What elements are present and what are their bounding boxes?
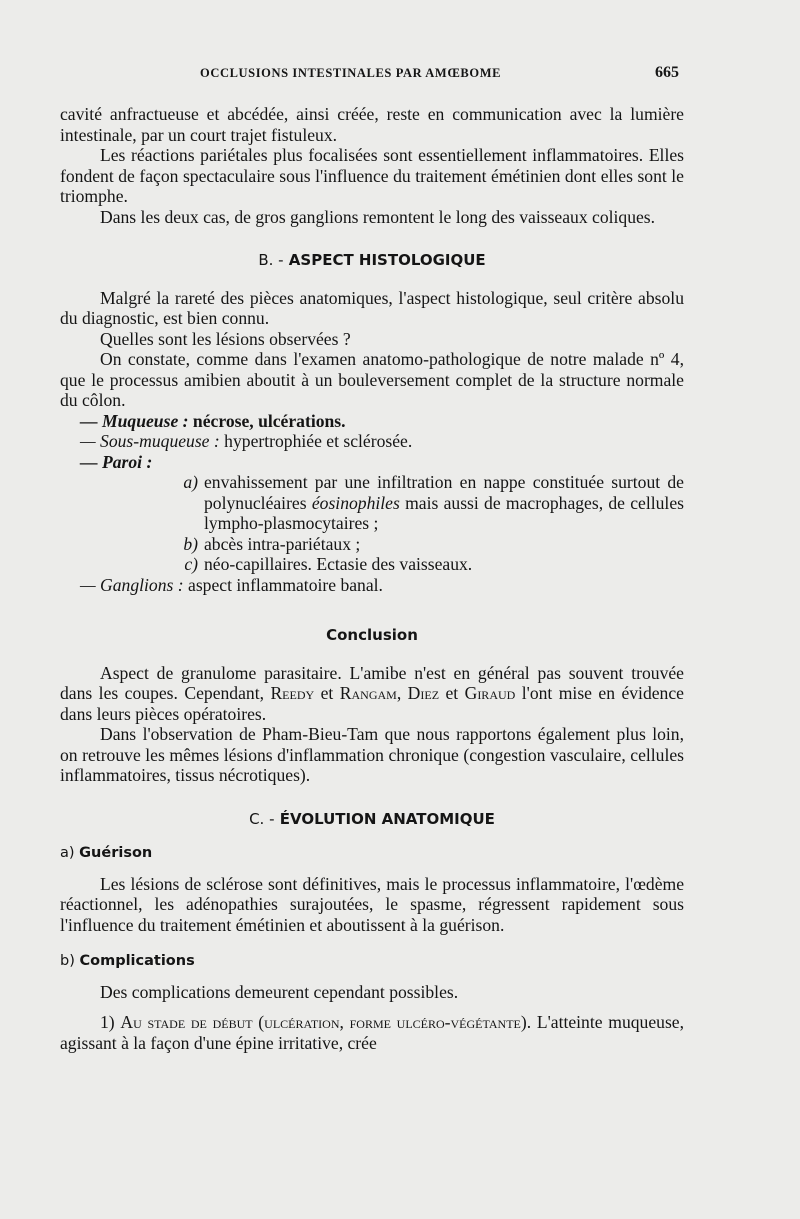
sublist-letter: b) [183,533,198,554]
sublist-item-c [170,554,684,575]
list-term: — Sous-muqueuse : [80,431,220,451]
paragraph: Dans les deux cas, de gros ganglions remontent le long des vaisseaux coliques. [100,206,656,227]
text-span: et [320,683,334,703]
text-span: l'ont mise en évidence dans leurs pièces opératoires. [60,683,684,724]
paroi-sublist [170,472,684,575]
paragraph: Les réactions pariétales plus focalisées sont essentiellement inflammatoires. Elles fondent de façon spectaculaire sous l'influence du traitement émétinien dont elles sont le triomphe. [60,145,684,206]
sublist-letter: a) [183,472,198,492]
subheading-title: Guérison [79,845,153,861]
section-label: C. - [249,809,275,828]
subheading-title: Complications [79,953,195,969]
emphasis: éosinophiles [311,492,400,513]
stage-title: Au stade de début (ulcération, forme ulcéro-végétante). [120,1012,532,1032]
list-desc: hypertrophiée et sclérosée. [224,431,413,451]
paragraph [60,663,684,725]
list-item-paroi [60,452,684,473]
page-number: 665 [655,64,679,81]
paragraph: Malgré la rareté des pièces anatomiques, l'aspect histologique, seul critère absolu du diagnostic, est bien connu. [60,287,684,328]
sublist-item-b [170,534,684,555]
subheading-complications [60,951,684,972]
sublist-letter: c) [184,554,198,574]
running-title: OCCLUSIONS INTESTINALES PAR AMŒBOME [200,66,502,80]
section-title: ASPECT HISTOLOGIQUE [288,251,486,269]
paragraph: Quelles sont les lésions observées ? [100,328,351,349]
author-name: Diez [407,683,440,703]
paragraph: Des complications demeurent cependant possibles. [100,981,459,1002]
author-name: Giraud [464,683,516,703]
subheading-guerison [60,843,684,864]
list-desc: aspect inflammatoire banal. [188,574,383,595]
text-span: mais aussi de macrophages, de cellules lympho-plasmocytaires ; [204,492,684,533]
list-item-sous-muqueuse [60,431,684,452]
conclusion-heading: Conclusion [326,626,418,644]
text-span: envahissement par une infiltration en nappe constituée surtout de polynucléaires [204,472,684,513]
author-name: Rangam, [339,683,402,703]
paragraph [60,1012,684,1053]
subheading-letter: b) [60,953,75,969]
paragraph: On constate, comme dans l'examen anatomo-pathologique de notre malade nº 4, que le processus amibien aboutit à un bouleversement complet de la structure normale du côlon. [60,349,684,410]
sublist-item-a [170,472,684,534]
section-label: B. - [258,251,284,269]
list-term: — Paroi : [80,451,153,472]
list-item-ganglions [60,575,684,596]
section-title: ÉVOLUTION ANATOMIQUE [279,809,495,828]
list-item-muqueuse [60,411,684,432]
subheading-letter: a) [60,845,75,861]
list-term: — Muqueuse : [80,410,189,431]
sublist-text: abcès intra-pariétaux ; [204,533,361,554]
paragraph: cavité anfractueuse et abcédée, ainsi créée, reste en communication avec la lumière intestinale, par un court trajet fistuleux. [60,104,684,145]
list-term: — Ganglions : [80,574,184,595]
section-heading-c [60,809,684,830]
sublist-text [204,472,684,534]
sublist-text: néo-capillaires. Ectasie des vaisseaux. [204,554,473,574]
stage-number: 1) [100,1012,115,1032]
text-span: L'atteinte muqueuse, agissant à la façon d'une épine irritative, crée [60,1012,685,1053]
list-desc: nécrose, ulcérations. [192,410,346,431]
body-text [60,104,684,1053]
text-span: et [445,683,459,703]
paragraph: Dans l'observation de Pham-Bieu-Tam que nous rapportons également plus loin, on retrouve les mêmes lésions d'inflammation chronique (congestion vasculaire, cellules inflammatoires, tissus nécrotiques). [60,724,684,785]
section-heading-b [60,250,684,271]
text-span: Aspect de granulome parasitaire. L'amibe n'est en général pas souvent trouvée dans les coupes. Cependant, [60,662,684,703]
page-header [0,66,800,86]
paragraph: Les lésions de sclérose sont définitives, mais le processus inflammatoire, l'œdème réactionnel, les adénopathies surajoutées, le spasme, régressent rapidement sous l'influence du traitement émétinien et aboutissent à la guérison. [60,873,684,935]
author-name: Reedy [270,683,315,703]
